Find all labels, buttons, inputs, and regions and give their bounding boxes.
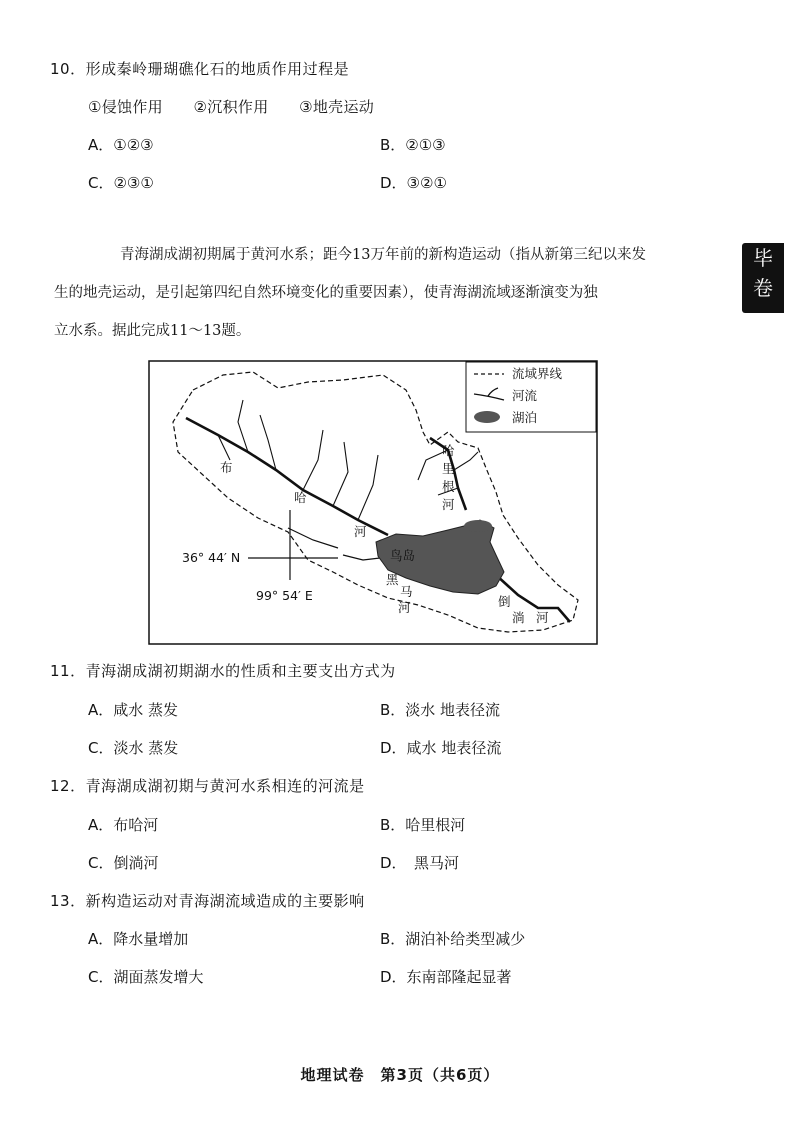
- buha-river: [186, 418, 388, 535]
- question-11-option-c[interactable]: C．淡水 蒸发: [88, 739, 179, 757]
- legend-river-label: 河流: [512, 388, 538, 403]
- question-10-option-b[interactable]: B．②①③: [380, 136, 446, 154]
- question-13-title: 13．新构造运动对青海湖流域造成的主要影响: [50, 892, 365, 910]
- question-10-title: 10．形成秦岭珊瑚礁化石的地质作用过程是: [50, 60, 350, 78]
- label-hali-1: 哈: [442, 443, 455, 458]
- page-footer: 地理试卷 第3页（共6页）: [300, 1066, 500, 1084]
- side-tab-line2: 卷: [753, 276, 773, 300]
- side-tab: [742, 243, 784, 313]
- legend-lake-symbol: [474, 411, 500, 423]
- question-12-option-d[interactable]: D． 黑马河: [380, 854, 460, 872]
- legend-boundary-label: 流域界线: [512, 366, 563, 381]
- question-11-option-a[interactable]: A．咸水 蒸发: [88, 701, 179, 719]
- label-daotang-2: 淌: [512, 610, 525, 625]
- label-heima-1: 黑: [386, 572, 399, 587]
- label-bird-island: 鸟岛: [390, 548, 416, 563]
- label-heima-2: 马: [400, 584, 413, 599]
- qinghai-lake-map: [148, 360, 598, 645]
- question-13-option-b[interactable]: B．湖泊补给类型减少: [380, 930, 526, 948]
- question-10-option-a[interactable]: A．①②③: [88, 136, 154, 154]
- question-13-option-d[interactable]: D．东南部隆起显著: [380, 968, 512, 986]
- heima-river: [343, 555, 380, 560]
- label-heima-3: 河: [398, 600, 411, 615]
- side-tab-line1: 毕: [753, 246, 773, 270]
- question-11-title: 11．青海湖成湖初期湖水的性质和主要支出方式为: [50, 662, 396, 680]
- label-hali-4: 河: [442, 497, 455, 512]
- eastern-sublake: [464, 520, 492, 532]
- map-legend: [466, 362, 596, 432]
- label-buha-3: 河: [354, 524, 367, 539]
- label-buha-2: 哈: [294, 490, 307, 505]
- passage-line-2: 生的地壳运动，是引起第四纪自然环境变化的重要因素），使青海湖流域逐渐演变为独: [54, 285, 598, 301]
- question-10-items: ①侵蚀作用 ②沉积作用 ③地壳运动: [88, 98, 375, 116]
- legend-lake-label: 湖泊: [512, 410, 538, 425]
- question-12-option-b[interactable]: B．哈里根河: [380, 816, 466, 834]
- label-daotang-3: 河: [536, 610, 549, 625]
- label-longitude: 99° 54′ E: [256, 588, 313, 603]
- question-11-option-d[interactable]: D．咸水 地表径流: [380, 739, 502, 757]
- label-latitude: 36° 44′ N: [182, 550, 241, 565]
- label-hali-3: 根: [442, 479, 455, 494]
- question-11-option-b[interactable]: B．淡水 地表径流: [380, 701, 501, 719]
- question-10-option-c[interactable]: C．②③①: [88, 174, 154, 192]
- passage: [54, 236, 736, 350]
- question-12-option-a[interactable]: A．布哈河: [88, 816, 159, 834]
- question-13-option-c[interactable]: C．湖面蒸发增大: [88, 968, 204, 986]
- passage-line-3: 立水系。据此完成11～13题。: [54, 323, 251, 339]
- question-10-option-d[interactable]: D．③②①: [380, 174, 447, 192]
- question-13-option-a[interactable]: A．降水量增加: [88, 930, 189, 948]
- question-12-title: 12．青海湖成湖初期与黄河水系相连的河流是: [50, 777, 365, 795]
- label-hali-2: 里: [442, 461, 455, 476]
- rivers: [186, 400, 570, 622]
- label-daotang-1: 倒: [498, 594, 511, 609]
- western-tributary: [288, 528, 338, 548]
- passage-line-1: 青海湖成湖初期属于黄河水系；距今13万年前的新构造运动（指从新第三纪以来发: [120, 247, 646, 263]
- question-12-option-c[interactable]: C．倒淌河: [88, 854, 159, 872]
- label-buha-1: 布: [220, 460, 233, 475]
